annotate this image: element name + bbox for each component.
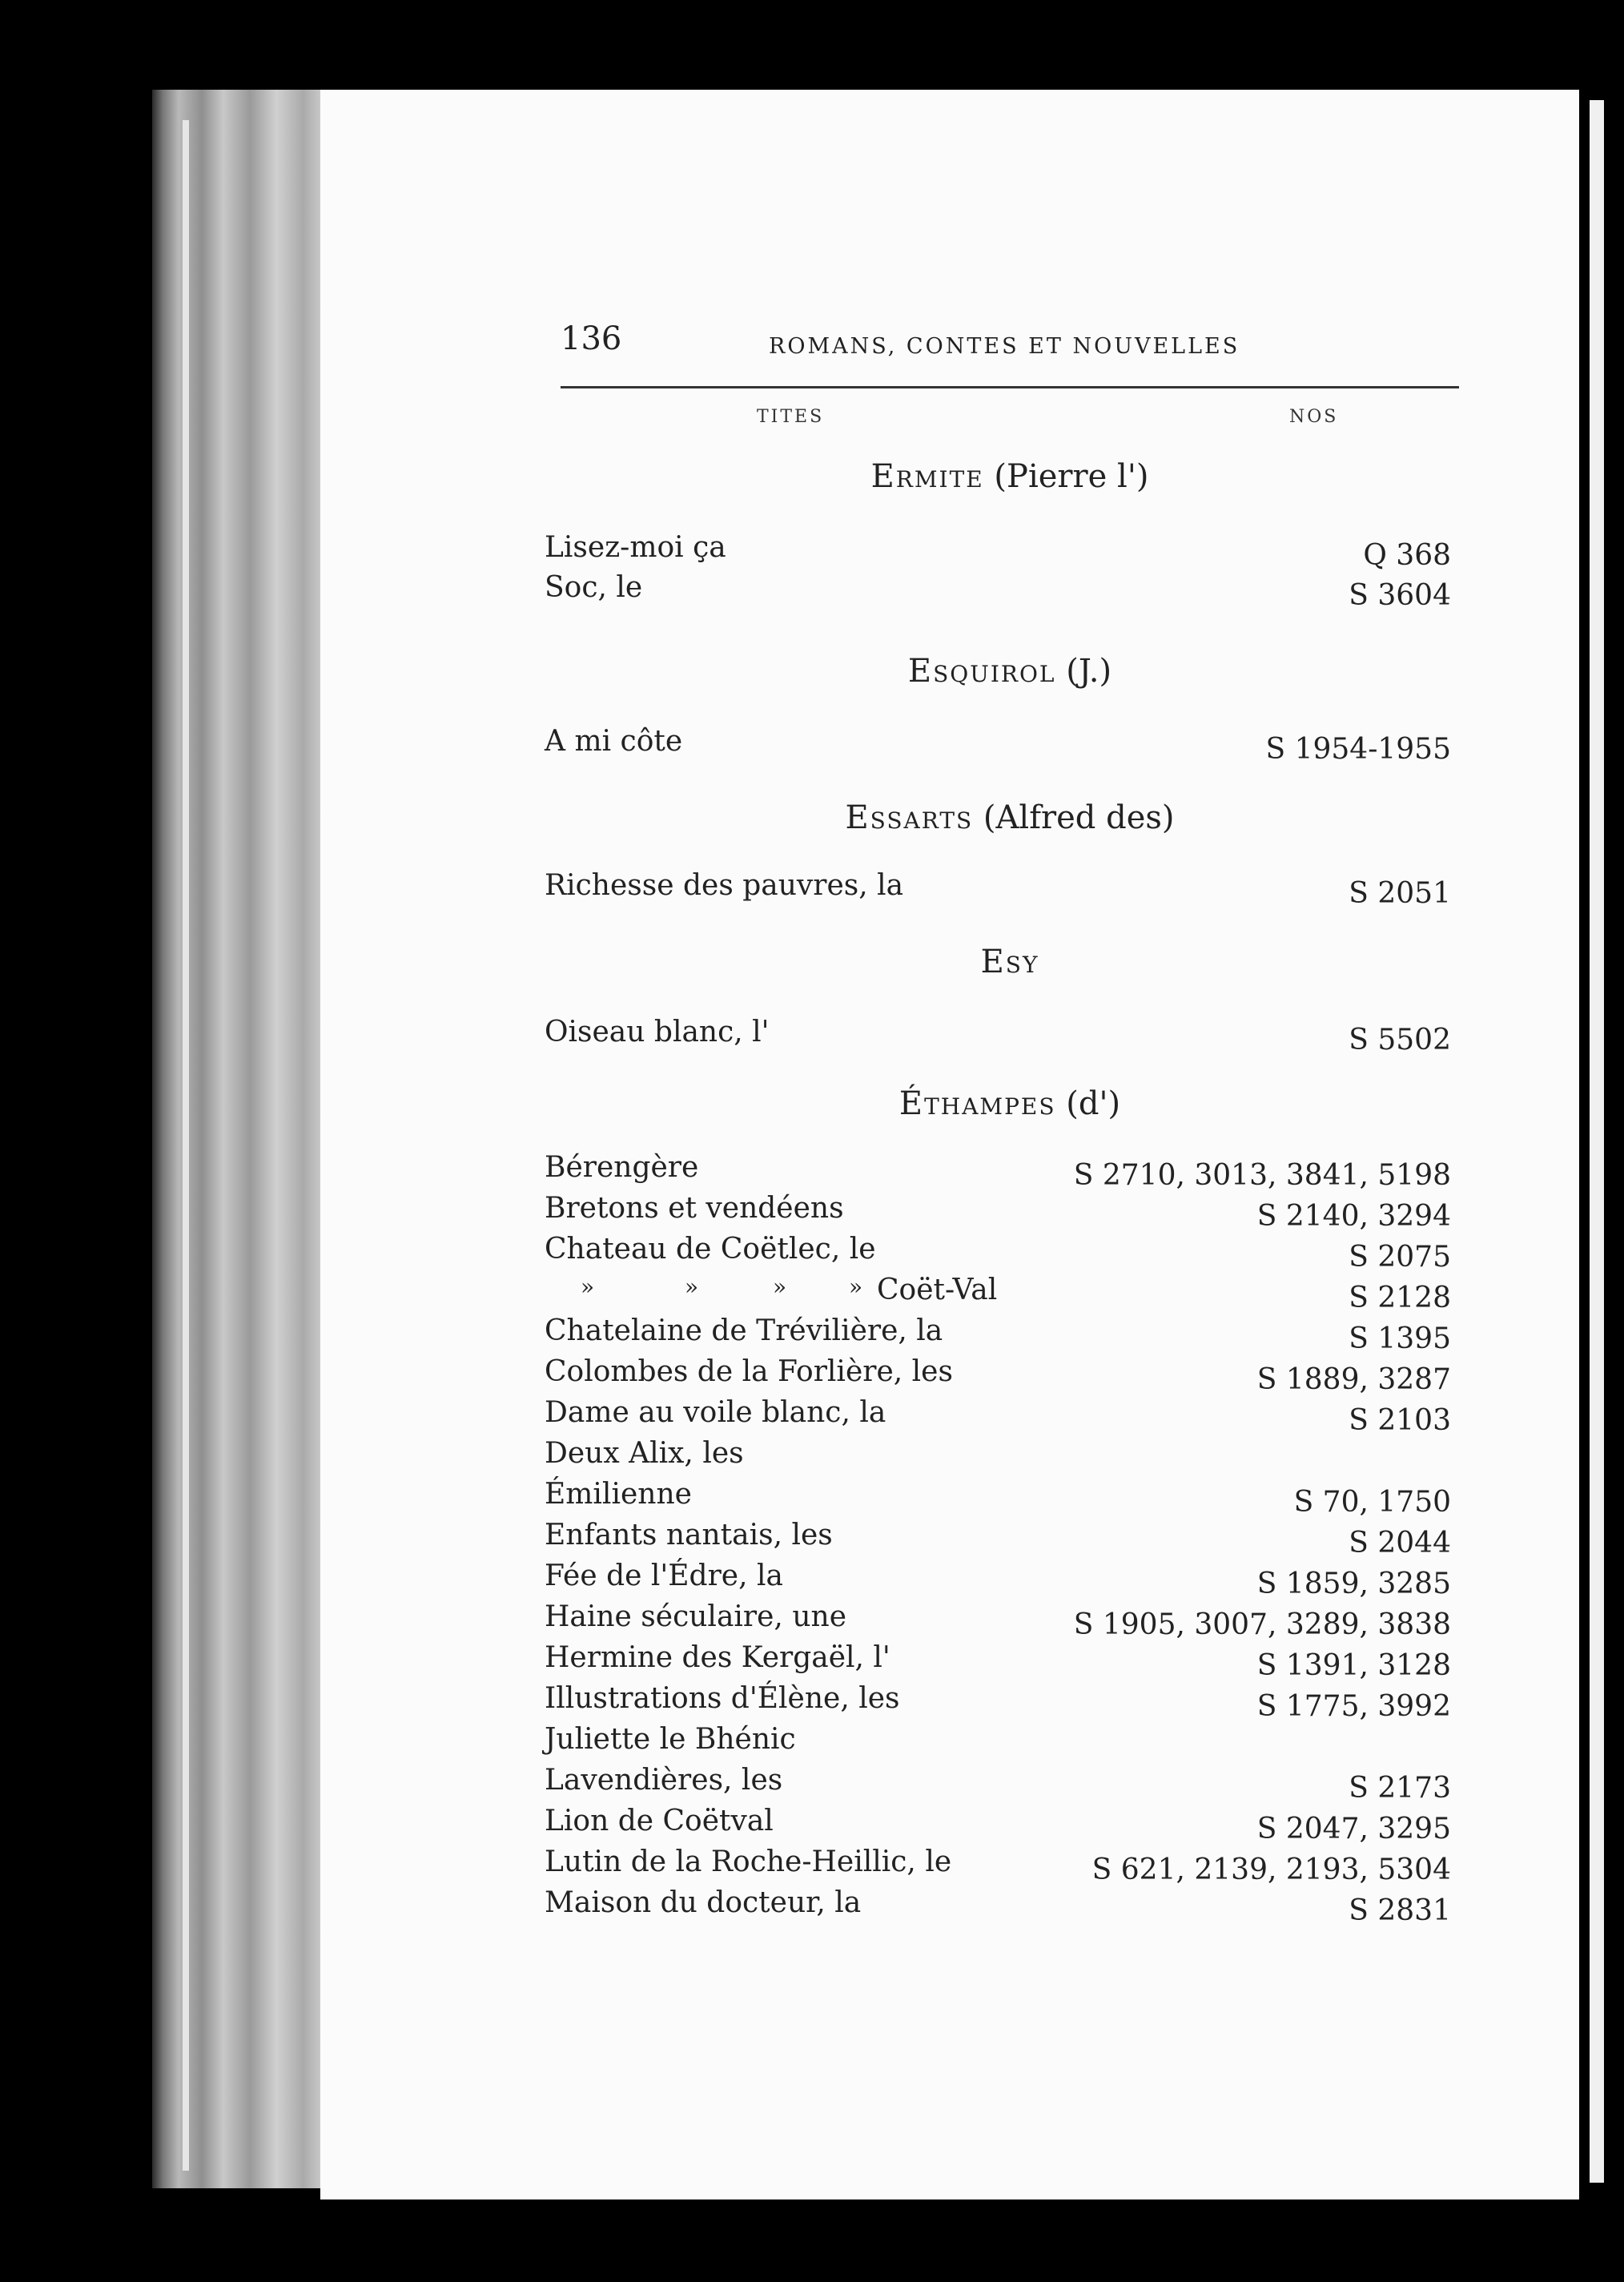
entry-numbers: S 2103: [1349, 1404, 1451, 1437]
entry-numbers: S 1954-1955: [1265, 733, 1451, 766]
entry-title: A mi côte: [545, 725, 683, 758]
list-item: [545, 571, 1451, 611]
entry-numbers: S 70, 1750: [1293, 1486, 1451, 1519]
entry-title: Lavendières, les: [545, 1764, 783, 1797]
entry-title: Haine séculaire, une: [545, 1600, 846, 1633]
entry-numbers: S 2051: [1349, 877, 1451, 910]
list-item: [545, 1723, 1451, 1763]
list-item: [545, 1314, 1451, 1354]
list-item: [545, 1151, 1451, 1191]
book-spine: [152, 90, 330, 2188]
list-item: [545, 1233, 1451, 1273]
list-item: [545, 1886, 1451, 1926]
entry-numbers: S 1395: [1349, 1322, 1451, 1355]
author-qualifier: (J.): [1066, 653, 1112, 690]
entry-numbers: S 1775, 3992: [1256, 1690, 1451, 1723]
list-item: [545, 1600, 1451, 1640]
entry-numbers: S 2047, 3295: [1256, 1813, 1451, 1845]
entry-title: Enfants nantais, les: [545, 1519, 833, 1552]
author-qualifier: (d'): [1066, 1085, 1121, 1122]
entry-numbers: Q 368: [1363, 539, 1451, 572]
entry-title: Coët-Val: [877, 1274, 998, 1306]
list-item: [545, 531, 1451, 571]
entry-title: Oiseau blanc, l': [545, 1016, 770, 1048]
facing-page-edge: [1590, 100, 1604, 2183]
entry-numbers: S 2075: [1349, 1241, 1451, 1274]
author-name: Éthampes: [898, 1085, 1056, 1122]
list-item: [545, 1805, 1451, 1845]
list-item: [545, 1560, 1451, 1600]
column-header-titles: TITES: [757, 407, 825, 427]
entry-numbers: S 1889, 3287: [1256, 1363, 1451, 1396]
entry-title: Chatelaine de Trévilière, la: [545, 1314, 943, 1347]
list-item: [545, 1192, 1451, 1232]
author-qualifier: (Alfred des): [983, 799, 1175, 836]
entry-numbers: S 2128: [1349, 1282, 1451, 1314]
author-heading: [561, 1085, 1459, 1122]
author-qualifier: (Pierre l'): [994, 458, 1149, 495]
ditto-mark: »: [849, 1274, 863, 1300]
entry-title: Richesse des pauvres, la: [545, 869, 904, 902]
entry-title: Lisez-moi ça: [545, 531, 726, 564]
author-heading: [561, 458, 1459, 495]
list-item: [545, 869, 1451, 909]
entry-title: Fée de l'Édre, la: [545, 1560, 783, 1592]
list-item: [545, 1274, 1451, 1314]
entry-title: Lutin de la Roche-Heillic, le: [545, 1845, 952, 1878]
author-name: Ermite: [870, 458, 984, 495]
entry-title: Colombes de la Forlière, les: [545, 1355, 953, 1388]
entry-title: Bretons et vendéens: [545, 1192, 844, 1225]
entry-numbers: S 1859, 3285: [1256, 1568, 1451, 1600]
entry-title: Hermine des Kergaël, l': [545, 1641, 890, 1674]
header-rule: [561, 386, 1459, 388]
spine-edge: [183, 120, 189, 2171]
entry-title: Bérengère: [545, 1151, 699, 1184]
entry-title: Soc, le: [545, 571, 643, 604]
ditto-mark: »: [773, 1274, 787, 1300]
ditto-mark: »: [581, 1274, 595, 1300]
list-item: [545, 1355, 1451, 1395]
ditto-mark: »: [685, 1274, 699, 1300]
list-item: [545, 1519, 1451, 1559]
entry-numbers: S 2140, 3294: [1256, 1200, 1451, 1233]
list-item: [545, 1437, 1451, 1477]
entry-title: Chateau de Coëtlec, le: [545, 1233, 876, 1266]
list-item: [545, 1016, 1451, 1056]
entry-title: Deux Alix, les: [545, 1437, 744, 1470]
list-item: [545, 725, 1451, 765]
author-name: Esquirol: [907, 653, 1056, 690]
list-item: [545, 1764, 1451, 1804]
entry-numbers: S 1391, 3128: [1256, 1649, 1451, 1682]
list-item: [545, 1396, 1451, 1436]
list-item: [545, 1641, 1451, 1681]
author-name: Essarts: [845, 799, 974, 836]
entry-numbers: S 2831: [1349, 1894, 1451, 1927]
entry-numbers: S 1905, 3007, 3289, 3838: [1073, 1608, 1451, 1641]
author-heading: [561, 944, 1459, 980]
entry-numbers: S 2044: [1349, 1527, 1451, 1560]
column-header-numbers: NOS: [1289, 407, 1339, 427]
entry-numbers: S 3604: [1349, 579, 1451, 612]
list-item: [545, 1682, 1451, 1722]
entry-title: Illustrations d'Élène, les: [545, 1682, 900, 1715]
list-item: [545, 1845, 1451, 1886]
entry-numbers: S 5502: [1349, 1024, 1451, 1056]
author-heading: [561, 653, 1459, 690]
entry-numbers: S 2710, 3013, 3841, 5198: [1073, 1159, 1451, 1192]
entry-numbers: S 621, 2139, 2193, 5304: [1091, 1853, 1451, 1886]
entry-title: Dame au voile blanc, la: [545, 1396, 886, 1429]
entry-title: Maison du docteur, la: [545, 1886, 862, 1919]
page-number: 136: [561, 320, 622, 357]
list-item: [545, 1478, 1451, 1518]
entry-title: Juliette le Bhénic: [545, 1723, 796, 1756]
author-name: Esy: [980, 944, 1039, 980]
entry-title: Émilienne: [545, 1478, 692, 1511]
running-title: ROMANS, CONTES ET NOUVELLES: [769, 334, 1240, 359]
author-heading: [561, 799, 1459, 836]
entry-numbers: S 2173: [1349, 1772, 1451, 1805]
entry-title: Lion de Coëtval: [545, 1805, 774, 1837]
